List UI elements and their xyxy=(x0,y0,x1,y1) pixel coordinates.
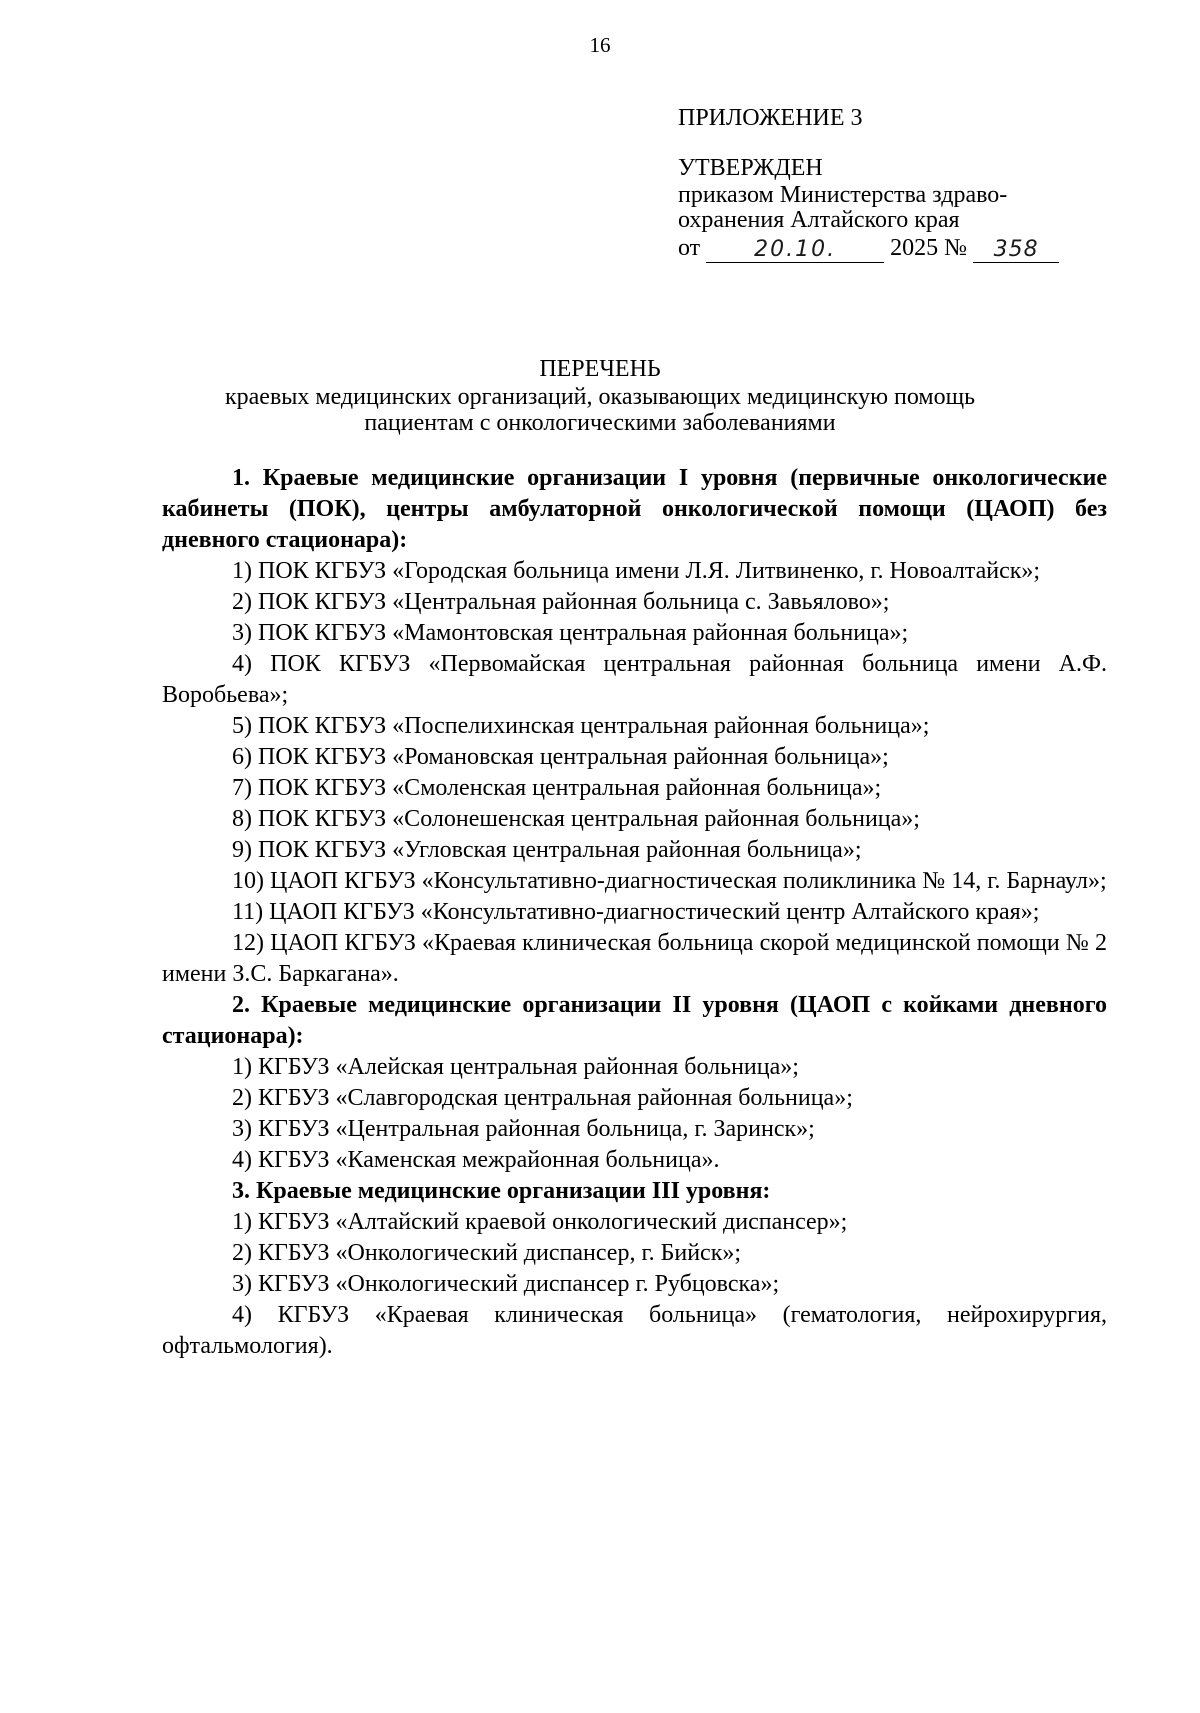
list-item: 9) ПОК КГБУЗ «Угловская центральная районная больница»; xyxy=(232,837,862,863)
from-label: от xyxy=(678,235,701,261)
section-1-heading: 1. Краевые медицинские организации I уровня (первичные онкологические кабинеты (ПОК), центры амбулаторной онкологической помощи (ЦАОП) без дневного стационара): xyxy=(162,465,1107,553)
list-item: 7) ПОК КГБУЗ «Смоленская центральная районная больница»; xyxy=(232,775,882,801)
list-item: 8) ПОК КГБУЗ «Солонешенская центральная районная больница»; xyxy=(232,806,920,832)
list-item: 1) КГБУЗ «Алейская центральная районная больница»; xyxy=(232,1054,799,1080)
list-item: 1) КГБУЗ «Алтайский краевой онкологический диспансер»; xyxy=(232,1209,848,1235)
appendix-label: ПРИЛОЖЕНИЕ 3 xyxy=(678,105,863,131)
list-item: 3) ПОК КГБУЗ «Мамонтовская центральная районная больница»; xyxy=(232,620,909,646)
document-subtitle-line-2: пациентам с онкологическими заболеваниями xyxy=(364,410,836,436)
order-line-1: приказом Министерства здраво- xyxy=(678,182,1008,208)
list-item: 4) ПОК КГБУЗ «Первомайская центральная районная больница имени А.Ф. Воробьева»; xyxy=(162,651,1107,708)
order-line-2: охранения Алтайского края xyxy=(678,207,960,233)
list-item: 4) КГБУЗ «Краевая клиническая больница» (гематология, нейрохирургия, офтальмология). xyxy=(162,1302,1107,1359)
list-item: 2) ПОК КГБУЗ «Центральная районная больница с. Завьялово»; xyxy=(232,589,890,615)
page-number: 16 xyxy=(589,33,611,57)
list-item: 5) ПОК КГБУЗ «Поспелихинская центральная районная больница»; xyxy=(232,713,930,739)
list-item: 3) КГБУЗ «Центральная районная больница, г. Заринск»; xyxy=(232,1116,815,1142)
list-item: 6) ПОК КГБУЗ «Романовская центральная районная больница»; xyxy=(232,744,889,770)
document-subtitle-line-1: краевых медицинских организаций, оказывающих медицинскую помощь xyxy=(224,384,976,410)
year-label: 2025 № xyxy=(890,235,968,261)
list-item: 2) КГБУЗ «Онкологический диспансер, г. Бийск»; xyxy=(232,1240,742,1266)
document-body xyxy=(162,463,1107,1362)
approved-label: УТВЕРЖДЕН xyxy=(678,155,823,181)
list-item: 10) ЦАОП КГБУЗ «Консультативно-диагностическая поликлиника № 14, г. Барнаул»; xyxy=(232,868,1107,894)
list-item: 2) КГБУЗ «Славгородская центральная районная больница»; xyxy=(232,1085,853,1111)
list-item: 3) КГБУЗ «Онкологический диспансер г. Рубцовска»; xyxy=(232,1271,780,1297)
order-date-line xyxy=(678,233,1098,263)
list-item: 4) КГБУЗ «Каменская межрайонная больница». xyxy=(232,1147,720,1173)
list-item: 12) ЦАОП КГБУЗ «Краевая клиническая больница скорой медицинской помощи № 2 имени З.С. Баркагана». xyxy=(162,930,1107,987)
handwritten-date: 20.10. xyxy=(706,238,884,263)
approval-block xyxy=(678,103,1098,263)
list-item: 1) ПОК КГБУЗ «Городская больница имени Л.Я. Литвиненко, г. Новоалтайск»; xyxy=(232,558,1041,584)
handwritten-number: 358 xyxy=(973,238,1059,263)
document-title: ПЕРЕЧЕНЬ xyxy=(539,356,661,382)
section-2-heading: 2. Краевые медицинские организации II уровня (ЦАОП с койками дневного стационара): xyxy=(162,992,1107,1049)
document-title-block xyxy=(0,354,1200,436)
list-item: 11) ЦАОП КГБУЗ «Консультативно-диагностический центр Алтайского края»; xyxy=(232,899,1040,925)
section-3-heading: 3. Краевые медицинские организации III уровня: xyxy=(232,1178,771,1204)
